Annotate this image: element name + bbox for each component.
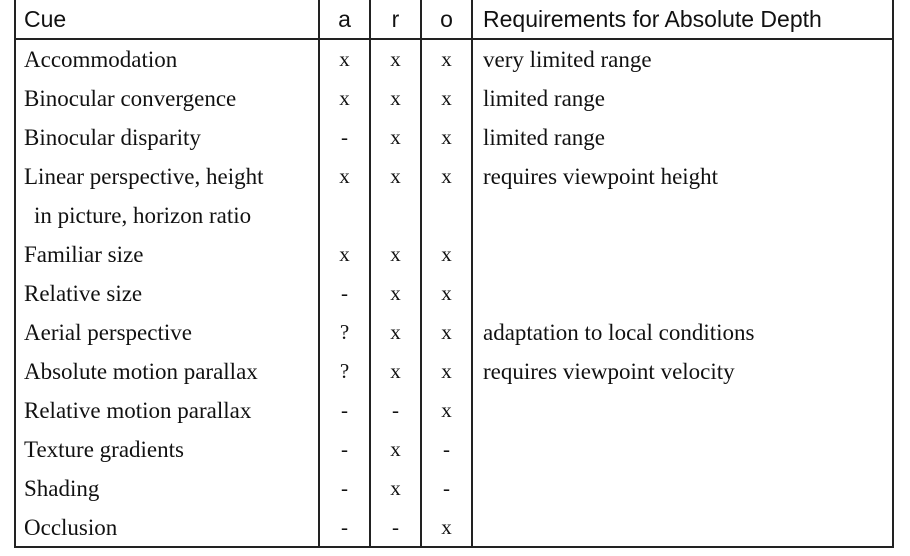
cue-cell: Occlusion — [14, 508, 319, 547]
a-cell: x — [319, 39, 370, 79]
cue-cell: Familiar size — [14, 235, 319, 274]
cue-cell: Relative size — [14, 274, 319, 313]
table-row — [14, 352, 894, 391]
a-cell: x — [319, 79, 370, 118]
table-row — [14, 469, 894, 508]
requirement-cell: adaptation to local conditions — [483, 319, 755, 345]
a-cell: - — [319, 274, 370, 313]
table-row — [14, 274, 894, 313]
r-cell: x — [370, 469, 421, 508]
a-cell: - — [319, 391, 370, 430]
requirement-cell — [472, 469, 894, 508]
r-cell: x — [370, 79, 421, 118]
requirement-cell: limited range — [483, 85, 605, 111]
o-cell: x — [421, 39, 472, 79]
o-cell: x — [421, 352, 472, 391]
o-cell: x — [421, 235, 472, 274]
a-cell — [319, 196, 370, 235]
header-row — [14, 0, 894, 39]
cue-cell: Shading — [14, 469, 319, 508]
a-cell: x — [319, 157, 370, 196]
table-row — [14, 196, 894, 235]
requirement-cell — [472, 274, 894, 313]
a-cell: x — [319, 235, 370, 274]
o-cell: - — [421, 469, 472, 508]
r-cell — [370, 196, 421, 235]
r-cell: x — [370, 313, 421, 352]
header-requirements: Requirements for Absolute Depth — [472, 0, 894, 39]
o-cell: - — [421, 430, 472, 469]
r-cell: x — [370, 118, 421, 157]
r-cell: x — [370, 352, 421, 391]
o-cell: x — [421, 508, 472, 547]
o-cell — [421, 196, 472, 235]
depth-cues-table — [14, 0, 894, 547]
cue-cell: Aerial perspective — [14, 313, 319, 352]
cue-cell: Binocular disparity — [14, 118, 319, 157]
requirement-cell: very limited range — [483, 46, 652, 72]
o-cell: x — [421, 313, 472, 352]
requirement-cell: requires viewpoint velocity — [483, 358, 735, 384]
table-row — [14, 430, 894, 469]
a-cell: - — [319, 118, 370, 157]
header-cue: Cue — [14, 0, 319, 39]
requirement-cell — [472, 430, 894, 469]
cue-cell: in picture, horizon ratio — [14, 196, 319, 235]
table-row — [14, 118, 894, 157]
cue-cell: Relative motion parallax — [14, 391, 319, 430]
a-cell: ? — [319, 313, 370, 352]
r-cell: x — [370, 39, 421, 79]
header-o: o — [421, 0, 472, 39]
table-row — [14, 79, 894, 118]
cue-cell: Accommodation — [14, 39, 319, 79]
table-row — [14, 39, 894, 79]
a-cell: - — [319, 469, 370, 508]
table-row — [14, 391, 894, 430]
cue-cell: Linear perspective, height — [14, 157, 319, 196]
header-a: a — [319, 0, 370, 39]
cue-cell: Absolute motion parallax — [14, 352, 319, 391]
table-row — [14, 157, 894, 196]
r-cell: x — [370, 235, 421, 274]
o-cell: x — [421, 391, 472, 430]
r-cell: x — [370, 157, 421, 196]
requirement-cell: requires viewpoint height — [483, 163, 719, 189]
r-cell: - — [370, 508, 421, 547]
requirement-cell — [472, 235, 894, 274]
o-cell: x — [421, 274, 472, 313]
cue-cell: Binocular convergence — [14, 79, 319, 118]
header-r: r — [370, 0, 421, 39]
r-cell: x — [370, 430, 421, 469]
requirement-cell — [472, 391, 894, 430]
requirement-cell — [472, 196, 894, 235]
a-cell: - — [319, 508, 370, 547]
table-row — [14, 235, 894, 274]
o-cell: x — [421, 79, 472, 118]
a-cell: ? — [319, 352, 370, 391]
table-row — [14, 313, 894, 352]
requirement-cell: limited range — [483, 124, 605, 150]
o-cell: x — [421, 157, 472, 196]
table-body — [14, 39, 894, 547]
table-row — [14, 508, 894, 547]
a-cell: - — [319, 430, 370, 469]
o-cell: x — [421, 118, 472, 157]
cue-cell: Texture gradients — [14, 430, 319, 469]
requirement-cell — [472, 508, 894, 547]
r-cell: - — [370, 391, 421, 430]
r-cell: x — [370, 274, 421, 313]
